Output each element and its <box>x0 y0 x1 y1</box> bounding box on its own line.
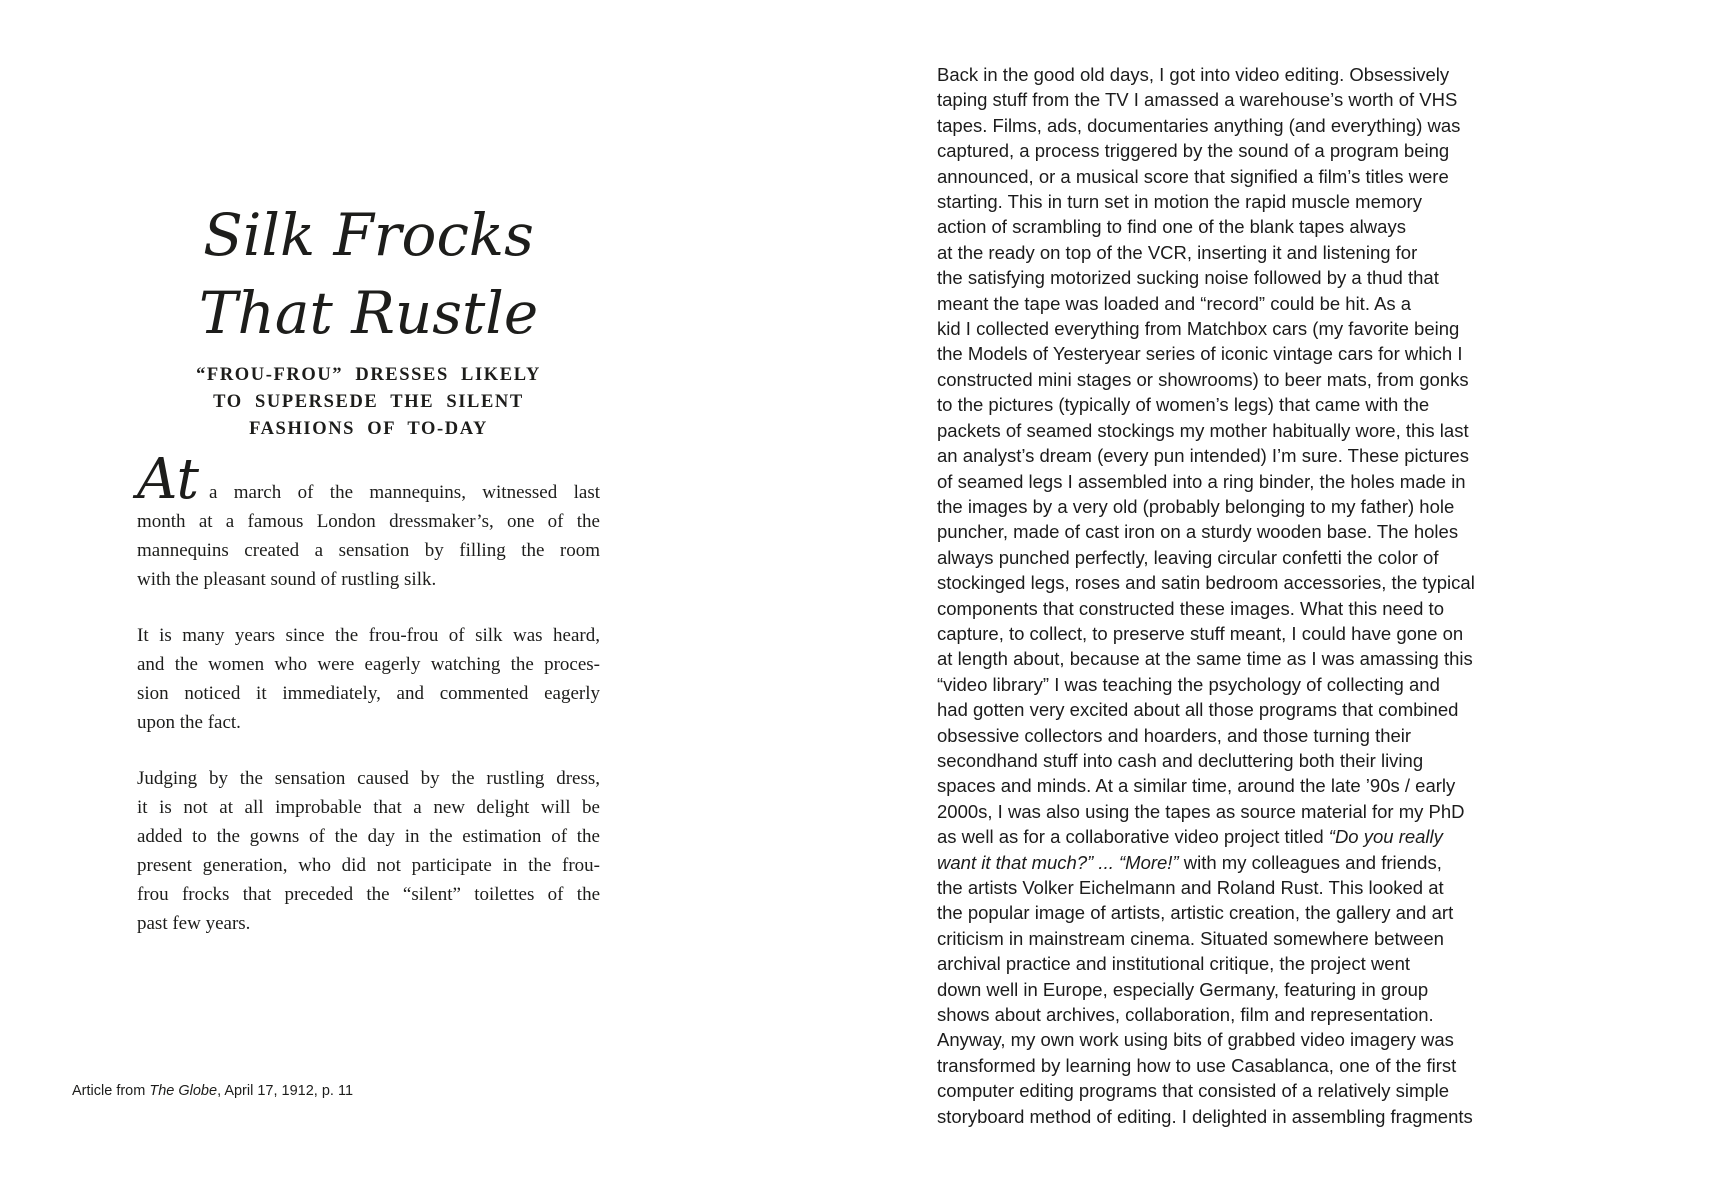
text-line: storyboard method of editing. I delighted in assembling fragments <box>937 1105 1473 1127</box>
article-title-line: Silk Frocks <box>203 201 534 269</box>
text-line: stockinged legs, roses and satin bedroom accessories, the typical <box>937 572 1475 594</box>
text-line: the satisfying motorized sucking noise followed by a thud that <box>937 267 1439 289</box>
text-line: puncher, made of cast iron on a sturdy wooden base. The holes <box>937 521 1459 543</box>
text-line: It is many years since the frou-frou of silk was heard, <box>137 625 600 646</box>
text-line: had gotten very excited about all those programs that combined <box>937 699 1459 721</box>
article-body <box>137 447 600 965</box>
text-line: action of scrambling to find one of the blank tapes always <box>937 216 1406 238</box>
footnote-source-title: The Globe <box>149 1083 218 1099</box>
text-line: past few years. <box>137 913 251 934</box>
text-line: at length about, because at the same time as I was amassing this <box>937 648 1473 670</box>
first-line-text: a march of the mannequins, witnessed last <box>208 482 600 503</box>
source-footnote <box>72 1083 353 1099</box>
text-line: frou frocks that preceded the “silent” toilettes of the <box>137 884 600 905</box>
text-line: with the pleasant sound of rustling silk. <box>137 569 437 590</box>
text-line: Anyway, my own work using bits of grabbed video imagery was <box>937 1029 1454 1051</box>
text-line: tapes. Films, ads, documentaries anything (and everything) was <box>937 114 1461 136</box>
text-line: meant the tape was loaded and “record” could be hit. As a <box>937 292 1412 314</box>
text-line: obsessive collectors and hoarders, and those turning their <box>937 724 1412 746</box>
text-line: at the ready on top of the VCR, inserting it and listening for <box>937 241 1418 263</box>
text-line: 2000s, I was also using the tapes as source material for my PhD <box>937 800 1465 822</box>
article-title <box>137 196 600 352</box>
footnote-prefix: Article from <box>72 1083 150 1099</box>
paragraph-first-line <box>137 447 600 512</box>
text-line: the artists Volker Eichelmann and Roland Rust. This looked at <box>937 877 1444 898</box>
text-line: the Models of Yesteryear series of iconic vintage cars for which I <box>937 343 1463 365</box>
text-line: upon the fact. <box>137 712 241 733</box>
article-subtitle <box>117 362 620 443</box>
text-line: taping stuff from the TV I amassed a warehouse’s worth of VHS <box>937 89 1458 111</box>
essay-text <box>937 62 1497 1129</box>
text-line: spaces and minds. At a similar time, around the late ’90s / early <box>937 775 1456 797</box>
text-line: Back in the good old days, I got into video editing. Obsessively <box>937 64 1450 85</box>
paragraph-2 <box>137 621 600 737</box>
text-line: to the pictures (typically of women’s legs) that came with the <box>937 394 1430 416</box>
article-subtitle-line: FASHIONS OF TO-DAY <box>249 419 488 439</box>
text-line: components that constructed these images. What this need to <box>937 597 1444 619</box>
text-line: criticism in mainstream cinema. Situated somewhere between <box>937 927 1444 949</box>
text-line: computer editing programs that consisted of a relatively simple <box>937 1080 1450 1102</box>
dropcap: At <box>137 447 199 512</box>
text-line: sion noticed it immediately, and commented eagerly <box>137 683 600 704</box>
text-line: capture, to collect, to preserve stuff meant, I could have gone on <box>937 622 1464 644</box>
text-line: as well as for a collaborative video project titled “Do you really <box>937 826 1443 848</box>
text-line: mannequins created a sensation by filling the room <box>137 540 600 561</box>
text-line: and the women who were eagerly watching the proces- <box>137 654 600 675</box>
text-line: archival practice and institutional critique, the project went <box>937 953 1411 975</box>
text-line: want it that much?” ... “More!” with my colleagues and friends, <box>937 851 1442 873</box>
text-line: secondhand stuff into cash and decluttering both their living <box>937 749 1424 771</box>
text-line: captured, a process triggered by the sound of a program being <box>937 140 1450 162</box>
text-line: shows about archives, collaboration, film and representation. <box>937 1004 1434 1026</box>
text-line: it is not at all improbable that a new delight will be <box>137 797 600 818</box>
text-line: of seamed legs I assembled into a ring binder, the holes made in <box>937 470 1466 492</box>
text-line: the popular image of artists, artistic creation, the gallery and art <box>937 902 1454 924</box>
text-line: starting. This in turn set in motion the rapid muscle memory <box>937 191 1422 213</box>
text-line: “video library” I was teaching the psychology of collecting and <box>937 673 1440 695</box>
article-title-line: That Rustle <box>198 279 539 347</box>
text-line: down well in Europe, especially Germany, featuring in group <box>937 978 1429 1000</box>
paragraph-3 <box>137 764 600 938</box>
text-line: the images by a very old (probably belonging to my father) hole <box>937 495 1455 517</box>
text-line: kid I collected everything from Matchbox cars (my favorite being <box>937 318 1460 340</box>
article-subtitle-line: “FROU-FROU” DRESSES LIKELY <box>196 365 541 385</box>
text-line: packets of seamed stockings my mother habitually wore, this last <box>937 419 1469 441</box>
text-line: month at a famous London dressmaker’s, one of the <box>137 511 600 532</box>
text-line: added to the gowns of the day in the estimation of the <box>137 826 600 847</box>
paragraph-1 <box>137 447 600 594</box>
text-line: Judging by the sensation caused by the rustling dress, <box>137 768 600 789</box>
text-line: transformed by learning how to use Casablanca, one of the first <box>937 1054 1457 1076</box>
text-line: present generation, who did not participate in the frou- <box>137 855 600 876</box>
footnote-suffix: , April 17, 1912, p. 11 <box>217 1083 354 1099</box>
text-line: an analyst’s dream (every pun intended) I’m sure. These pictures <box>937 445 1469 467</box>
article-subtitle-line: TO SUPERSEDE THE SILENT <box>213 392 524 412</box>
text-line: constructed mini stages or showrooms) to beer mats, from gonks <box>937 368 1469 390</box>
text-line: always punched perfectly, leaving circular confetti the color of <box>937 546 1439 568</box>
text-line: announced, or a musical score that signified a film’s titles were <box>937 165 1449 187</box>
